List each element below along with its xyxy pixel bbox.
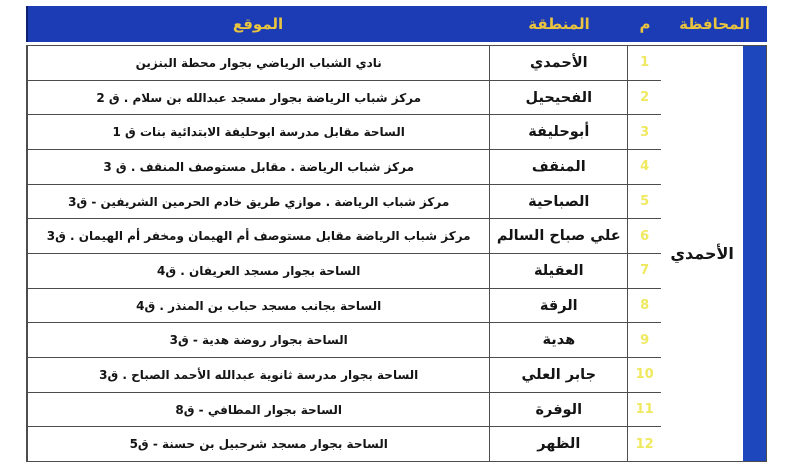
location-cell: الساحة بجانب مسجد حباب بن المنذر . ق4 — [28, 288, 489, 323]
location-cell: مركز شباب الرياضة . موازي طريق خادم الحرمين الشريفين - ق3 — [28, 184, 489, 219]
location-cell: الساحة بجوار مدرسة ثانوية عبدالله الأحمد الصباح . ق3 — [28, 357, 489, 392]
area-cell: الرقة — [490, 288, 627, 323]
location-cell: مركز شباب الرياضة . مقابل مستوصف المنقف . ق 3 — [28, 149, 489, 184]
area-cell: أبوحليفة — [490, 114, 627, 149]
governorate-locations-table — [26, 6, 767, 462]
table-body — [26, 45, 767, 462]
row-number-cell: 8 — [628, 288, 661, 323]
location-cell: الساحة مقابل مدرسة ابوحليفة الابتدائية بنات ق 1 — [28, 114, 489, 149]
location-cell: نادي الشباب الرياضي بجوار محطة البنزين — [135, 55, 382, 70]
location-cell: الساحة بجوار مسجد شرحبيل بن حسنة - ق5 — [28, 426, 489, 461]
header-governorate: المحافظة — [679, 15, 750, 33]
row-number-cell: 4 — [628, 149, 661, 184]
location-cell: مركز شباب الرياضة بجوار مسجد عبدالله بن سلام . ق 2 — [28, 80, 489, 115]
area-cell: الظهر — [490, 426, 627, 461]
location-cell: الساحة بجوار مسجد العريفان . ق4 — [28, 253, 489, 288]
row-number-cell: 11 — [628, 392, 661, 427]
area-cell: جابر العلي — [490, 357, 627, 392]
row-number-cell: 10 — [628, 357, 661, 392]
area-cell: هدية — [490, 322, 627, 357]
area-cell: الأحمدي — [529, 54, 588, 71]
header-number: م — [639, 15, 651, 33]
row-number-cell: 7 — [628, 253, 661, 288]
location-cell: الساحة بجوار المطافي - ق8 — [28, 392, 489, 427]
area-cell: الفحيحيل — [490, 80, 627, 115]
table-header-row — [26, 6, 767, 42]
row-number-cell: 9 — [628, 322, 661, 357]
row-number-cell: 1 — [640, 55, 650, 71]
governorate-column — [661, 46, 743, 461]
location-cell: الساحة بجوار روضة هدية - ق3 — [28, 322, 489, 357]
number-column — [627, 46, 661, 461]
row-number-cell: 6 — [628, 218, 661, 253]
row-number-cell: 3 — [628, 114, 661, 149]
area-cell: الصباحية — [490, 184, 627, 219]
area-column — [489, 46, 627, 461]
location-column — [27, 46, 489, 461]
header-location: الموقع — [232, 15, 284, 33]
row-number-cell: 5 — [628, 184, 661, 219]
location-cell: مركز شباب الرياضة مقابل مستوصف أم الهيمان ومخفر أم الهيمان . ق3 — [28, 218, 489, 253]
governorate-cell: الأحمدي — [670, 244, 734, 263]
header-area: المنطقة — [528, 15, 590, 33]
row-number-cell: 2 — [628, 80, 661, 115]
row-number-cell: 12 — [628, 426, 661, 461]
area-cell: الوفرة — [490, 392, 627, 427]
area-cell: المنقف — [490, 149, 627, 184]
area-cell: العقيلة — [490, 253, 627, 288]
right-accent-bar — [743, 46, 766, 461]
area-cell: علي صباح السالم — [490, 218, 627, 253]
